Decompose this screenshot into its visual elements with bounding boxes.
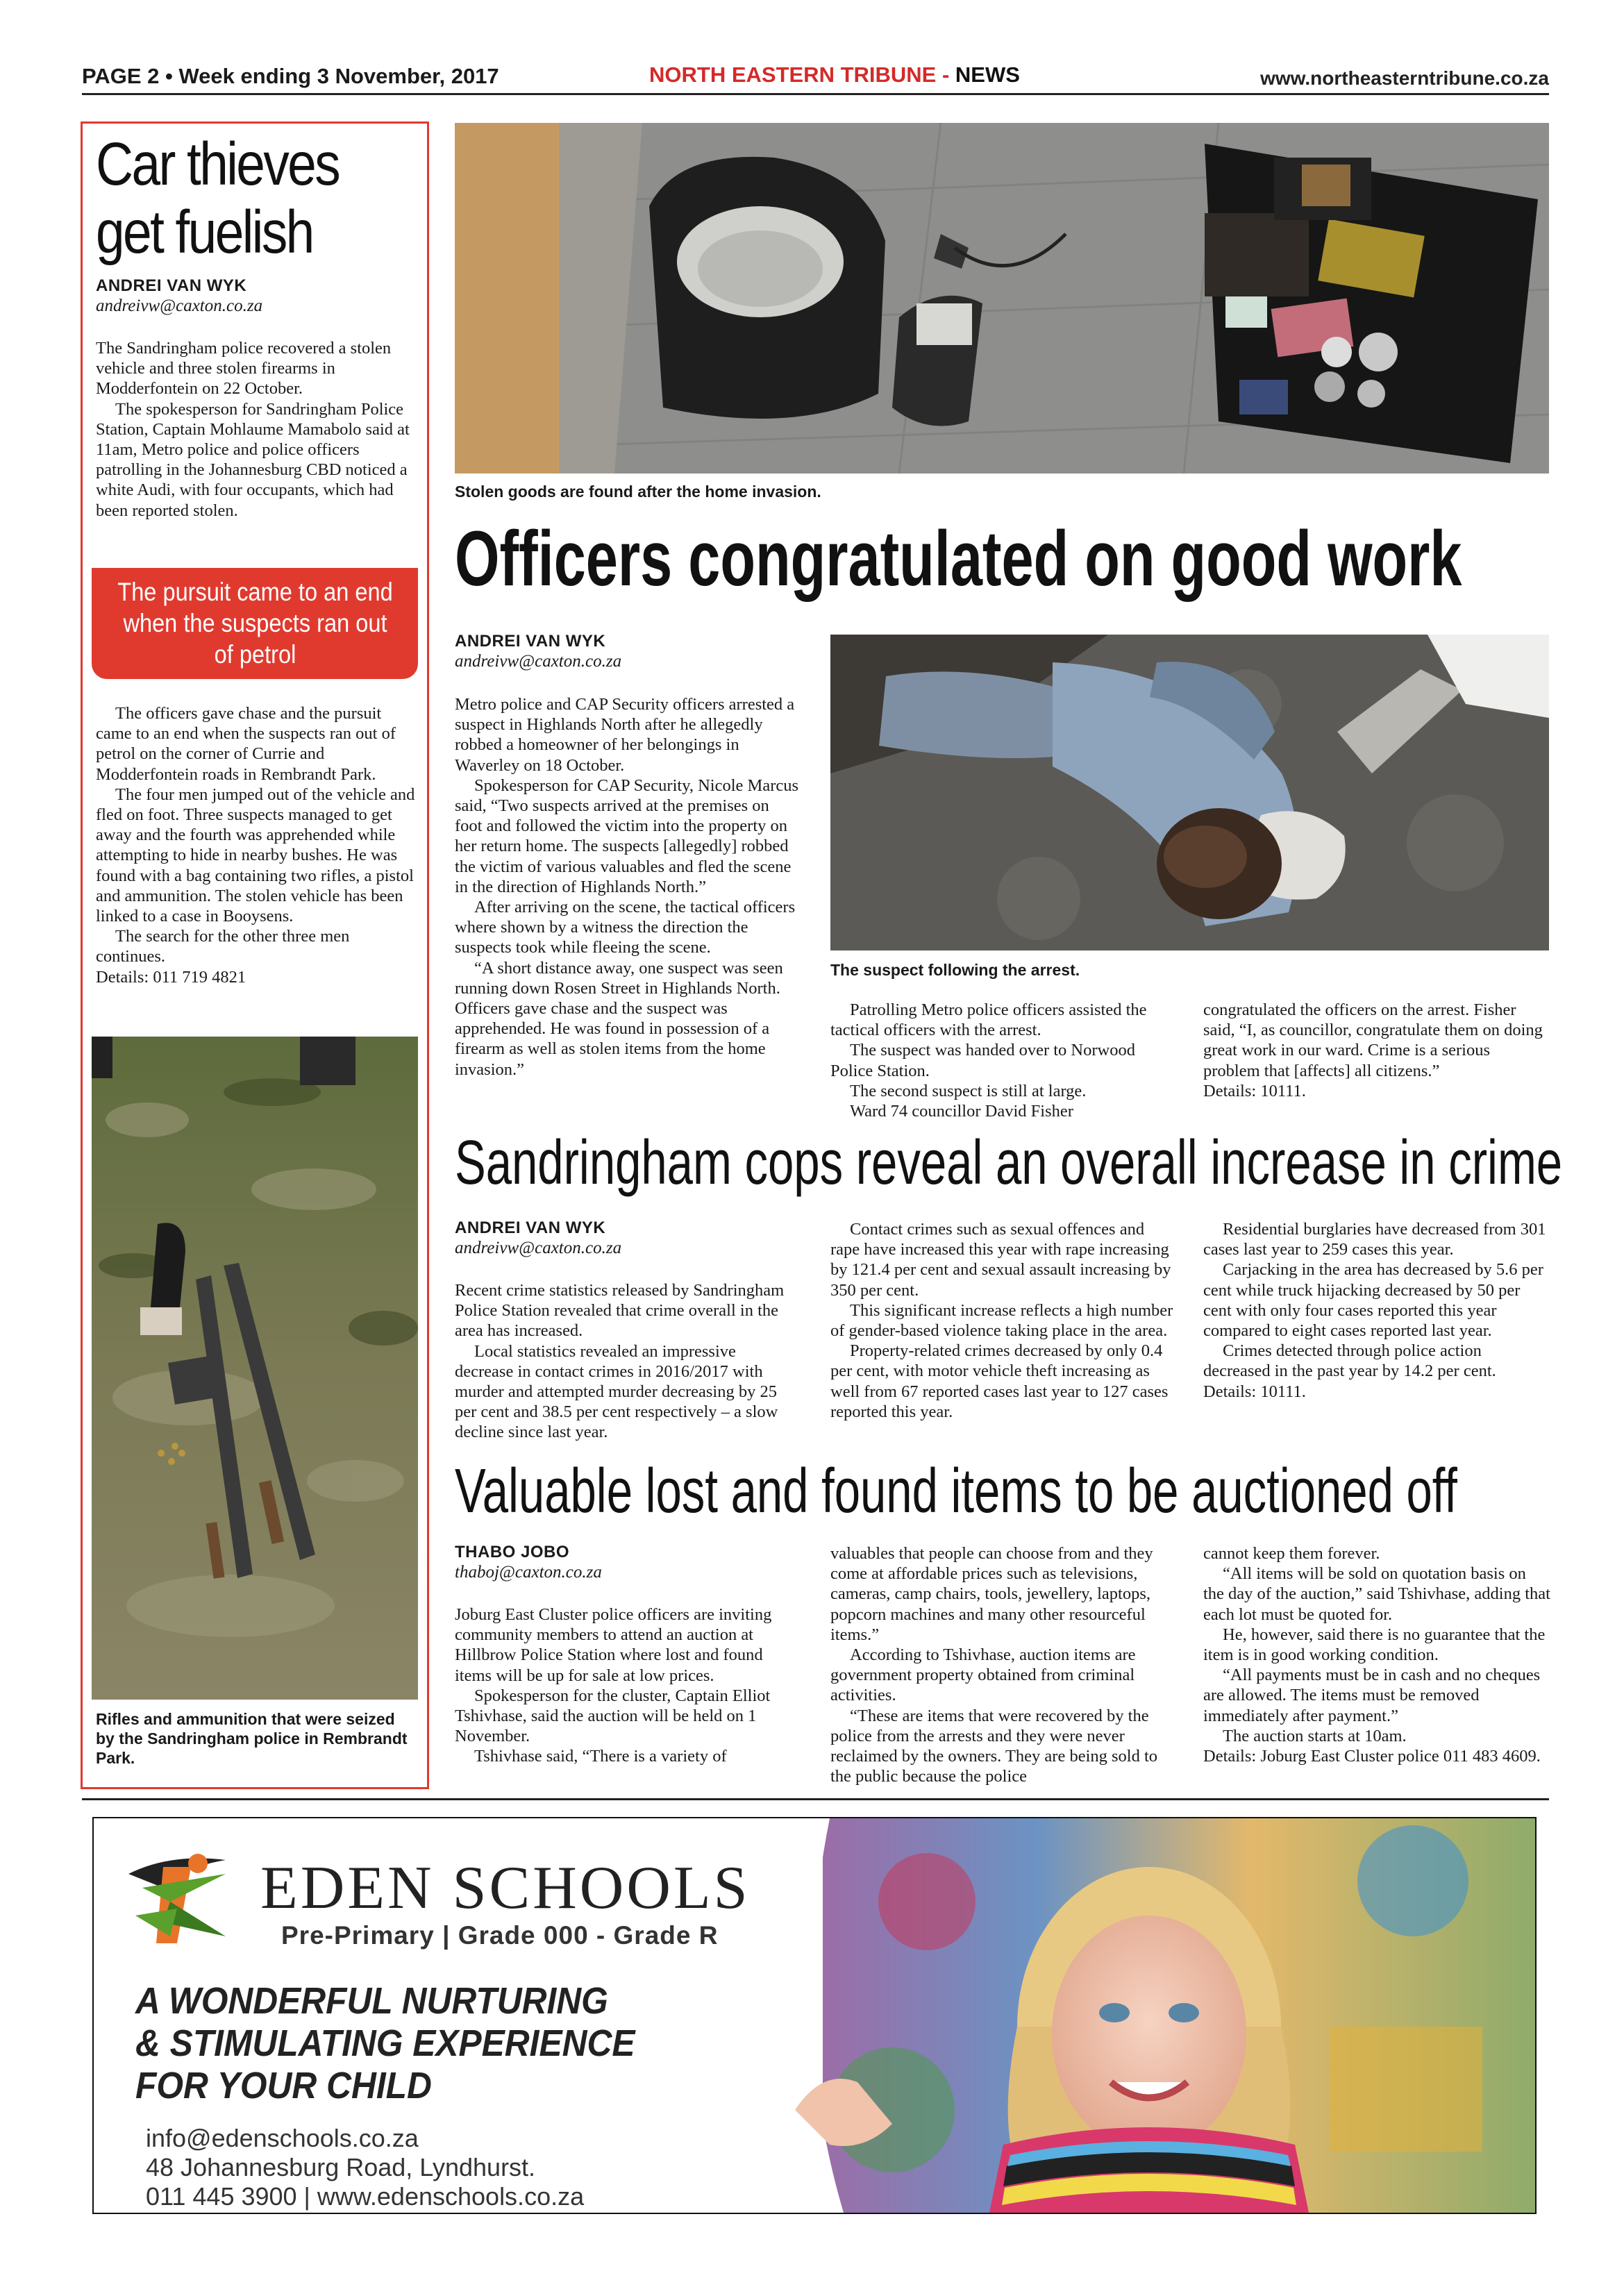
paragraph: Carjacking in the area has decreased by 5.6 per cent while truck hijacking decreased by 50 per cent with only four cases reported this year compared to eight cases reported last year. [1203,1260,1543,1341]
rifles-photo [92,1037,418,1700]
paragraph: The search for the other three men continues. [96,927,350,966]
byline-author: ANDREI VAN WYK [455,632,606,651]
paragraph: cannot keep them forever. [1203,1544,1380,1563]
paragraph: The suspect was handed over to Norwood Police Station. [830,1041,1135,1080]
header-rule [82,93,1549,95]
advert-address: 48 Johannesburg Road, Lyndhurst. [146,2153,536,2181]
advert-tagline-1: A WONDERFUL NURTURING [135,1980,608,2022]
paragraph: congratulated the officers on the arrest. Fisher said, “I, as councillor, congratulate them on doing great work in our ward. Crime is a serious problem that [affects] all citizens.” [1203,1000,1543,1080]
paragraph: valuables that people can choose from and they come at affordable prices such as televisions, cameras, camp chairs, tools, jewellery, laptops, popcorn machines and many other resourceful items.” [830,1544,1153,1644]
rifles-photo-image [92,1037,418,1700]
paragraph: According to Tshivhase, auction items are government property obtained from criminal activities. [830,1645,1136,1705]
article1-body-top [96,338,417,521]
advert-brand: EDEN SCHOOLS [260,1854,751,1922]
paragraph: Contact crimes such as sexual offences and rape have increased this year with rape increasing by 121.4 per cent and sexual assault increasing by 350 per cent. [830,1220,1171,1300]
byline-author: ANDREI VAN WYK [455,1218,606,1237]
article2-col1 [455,694,798,1080]
stolen-goods-photo [455,123,1549,474]
eden-schools-advert[interactable] [92,1817,1537,2214]
paragraph: “All items will be sold on quotation basis on the day of the auction,” said Tshivhase, adding that each lot must be quoted for. [1203,1564,1550,1624]
rifles-photo-caption: Rifles and ammunition that were seized by the Sandringham police in Rembrandt Park. [96,1710,408,1767]
stolen-goods-caption: Stolen goods are found after the home invasion. [455,483,821,501]
pullquote-text: The pursuit came to an end when the suspects ran out of petrol [117,578,393,669]
paragraph: The Sandringham police recovered a stolen vehicle and three stolen firearms in Modderfontein on 22 October. [96,339,392,399]
paragraph: “A short distance away, one suspect was seen running down Rosen Street in Highlands North. Officers gave chase and the suspect was apprehended. He was found in possession of a firearm as well as stolen items from the home invasion.” [455,958,783,1079]
article3-col3 [1203,1219,1550,1402]
article2-col3 [1203,1000,1550,1101]
byline-email[interactable]: thaboj@caxton.co.za [455,1563,602,1582]
paragraph: Patrolling Metro police officers assisted the tactical officers with the arrest. [830,1000,1147,1040]
byline-email[interactable]: andreivw@caxton.co.za [455,1239,622,1257]
advert-email[interactable]: info@edenschools.co.za [146,2124,419,2152]
advert-tagline-3: FOR YOUR CHILD [135,2065,432,2106]
ad-separator-rule [82,1798,1549,1800]
paragraph: Crimes detected through police action decreased in the past year by 14.2 per cent. [1203,1341,1496,1381]
headline-officers-congratulated: Officers congratulated on good work [455,515,1462,602]
paragraph: The four men jumped out of the vehicle and fled on foot. Three suspects managed to get away and the fourth was apprehended while attempting to hide in nearby bushes. He was found with a bag containing two rifles, a pistol and ammunition. The stolen vehicle has been linked to a case in Booysens. [96,785,415,926]
article4-col3 [1203,1543,1550,1766]
paragraph: Ward 74 councillor David Fisher [850,1102,1073,1121]
advert-contact[interactable]: 011 445 3900 | www.edenschools.co.za [146,2182,585,2211]
paragraph: Spokesperson for the cluster, Captain Elliot Tshivhase, said the auction will be held on 1 November. [455,1686,771,1746]
advert-tagline-2: & STIMULATING EXPERIENCE [135,2022,635,2064]
section-news: NEWS [955,62,1020,87]
section-name: NORTH EASTERN TRIBUNE - [649,62,955,87]
paragraph: The spokesperson for Sandringham Police Station, Captain Mohlaume Mamabolo said at 11am, Metro police and police officers patrolling in the Johannesburg CBD noticed a white Audi, with four occupants, which had been reported stolen. [96,399,410,520]
byline-email[interactable]: andreivw@caxton.co.za [455,652,622,671]
article4-col2 [830,1543,1174,1786]
site-url[interactable]: www.northeasterntribune.co.za [1260,67,1549,89]
paragraph: “All payments must be in cash and no cheques are allowed. The items must be removed immediately after payment.” [1203,1666,1541,1725]
paragraph: After arriving on the scene, the tactical officers where shown by a witness the direction the suspects took while fleeing the scene. [455,898,796,957]
paragraph: Recent crime statistics released by Sandringham Police Station revealed that crime overall in the area has increased. [455,1281,785,1341]
suspect-photo-image [830,635,1549,950]
article1-body-bottom [96,703,417,987]
paragraph: “These are items that were recovered by the police from the arrests and they were never reclaimed by the owners. They are being sold to the public because the police [830,1706,1158,1786]
paragraph: Metro police and CAP Security officers arrested a suspect in Highlands North after he allegedly robbed a homeowner of her belongings in Waverley on 18 October. [455,695,795,775]
stolen-goods-photo-image [455,123,1549,474]
paragraph: Spokesperson for CAP Security, Nicole Marcus said, “Two suspects arrived at the premises on foot and followed the victim into the property on her return home. The suspects [allegedly] robbed the victim of various valuables and fled the scene in the direction of Highlands North.” [455,776,799,896]
byline-author: ANDREI VAN WYK [96,276,247,295]
details: Details: 10111. [1203,1081,1306,1100]
byline-author: THABO JOBO [455,1543,570,1561]
headline-auction: Valuable lost and found items to be auctioned off [455,1457,1457,1526]
paragraph: The second suspect is still at large. [850,1081,1087,1100]
suspect-photo-caption: The suspect following the arrest. [830,961,1080,979]
paragraph: Tshivhase said, “There is a variety of [474,1747,727,1766]
paragraph: The auction starts at 10am. [1223,1726,1407,1745]
paragraph: The officers gave chase and the pursuit came to an end when the suspects ran out of petrol on the corner of Currie and Modderfontein roads in Rembrandt Park. [96,704,396,784]
article3-col1 [455,1280,798,1443]
paragraph: Residential burglaries have decreased from 301 cases last year to 259 cases this year. [1203,1220,1546,1259]
details: Details: 011 719 4821 [96,967,246,987]
byline-email[interactable]: andreivw@caxton.co.za [96,296,263,315]
paragraph: He, however, said there is no guarantee that the item is in good working condition. [1203,1625,1546,1665]
article4-col1 [455,1604,798,1767]
section-title [649,62,1020,87]
article2-col2 [830,1000,1174,1121]
article3-col2 [830,1219,1174,1422]
details: Details: 10111. [1203,1382,1306,1401]
paragraph: Local statistics revealed an impressive decrease in contact crimes in 2016/2017 with murder and attempted murder decreasing by 25 per cent and 38.5 per cent respectively – a slow decline since last year. [455,1341,778,1442]
headline-sandringham-crime: Sandringham cops reveal an overall increase in crime [455,1128,1563,1198]
eden-schools-logo-icon [122,1846,253,1950]
page-folio: PAGE 2 • Week ending 3 November, 2017 [82,64,499,88]
details: Details: Joburg East Cluster police 011 483 4609. [1203,1747,1541,1766]
paragraph: Joburg East Cluster police officers are inviting community members to attend an auction at Hillbrow Police Station where lost and found items will be up for sale at low prices. [455,1605,772,1685]
headline-car-thieves: Car thieves get fuelish [96,131,340,266]
paragraph: This significant increase reflects a high number of gender-based violence taking place in the area. [830,1300,1173,1341]
paragraph: Property-related crimes decreased by only 0.4 per cent, with motor vehicle theft increasing as well from 67 reported cases last year to 127 cases reported this year. [830,1341,1169,1421]
advert-subtitle: Pre-Primary | Grade 000 - Grade R [281,1921,719,1950]
suspect-photo [830,635,1549,950]
